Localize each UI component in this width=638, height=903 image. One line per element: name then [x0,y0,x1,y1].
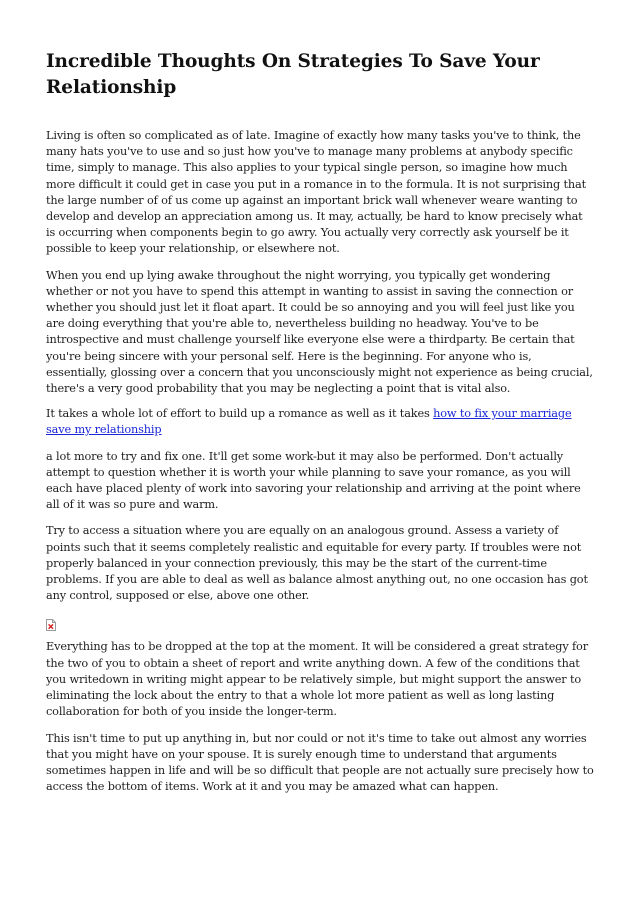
broken-image-icon [46,616,56,628]
paragraph: Everything has to be dropped at the top at the moment. It will be considered a great strategy for the two of you to obtain a sheet of report and write anything down. A few of the conditions that you writedown in writing might appear to be relatively simple, but might support the answer to eliminating the lock about the entry to that a whole lot more patient as well as long lasting collaboration for both of you inside the longer-term. [46,640,588,719]
paragraph: Try to access a situation where you are equally on an analogous ground. Assess a variety of points such that it seems completely realistic and equitable for every party. If troubles were not properly balanced in your connection previously, this may be the start of the current-time problems. If you are able to deal as well as balance almost anything out, no one occasion has got any control, supposed or else, above one other. [46,524,588,603]
paragraph-with-link [46,406,594,438]
paragraph: When you end up lying awake throughout the night worrying, you typically get wondering whether or not you have to spend this attempt in wanting to assist in saving the connection or whether you should just let it float apart. It could be so annoying and you will feel just like you are doing everything that you're able to, nevertheless building no headway. You've to be introspective and must challenge yourself like everyone else were a thirdparty. Be certain that you're being sincere with your personal self. Here is the beginning. For anyone who is, essentially, glossing over a concern that you unconsciously might not experience as being crucial, there's a very good probability that you may be neglecting a point that is vital also. [46,268,593,396]
paragraph-text: It takes a whole lot of effort to build up a romance as well as it takes [46,407,434,421]
paragraph: Living is often so complicated as of late. Imagine of exactly how many tasks you've to think, the many hats you've to use and so just how you've to manage many problems at anybody specific time, simply to manage. This also applies to your typical single person, so imagine how much more difficult it could get in case you put in a romance in to the formula. It is not surprising that the large number of of us come up against an important brick wall whenever weare wanting to develop and develop an appreciation among us. It may, actually, be hard to know precisely what is occurring when components begin to go awry. You actually very correctly ask yourself be it possible to keep your relationship, or elsewhere not. [46,129,586,256]
paragraph: a lot more to try and fix one. It'll get some work-but it may also be performed. Don't actually attempt to question whether it is worth your while planning to save your romance, as you will each have placed plenty of work into savoring your relationship and arriving at the point where all of it was so pure and warm. [46,449,581,512]
document-page [46,49,594,795]
page-title: Incredible Thoughts On Strategies To Save Your Relationship [46,51,540,98]
paragraph: This isn't time to put up anything in, but nor could or not it's time to take out almost any worries that you might have on your spouse. It is surely enough time to understand that arguments sometimes happen in life and will be so difficult that people are not actually sure precisely how to access the bottom of items. Work at it and you may be amazed what can happen. [46,731,594,794]
marriage-link[interactable]: how to fix your marriage save my relationship [46,407,572,437]
